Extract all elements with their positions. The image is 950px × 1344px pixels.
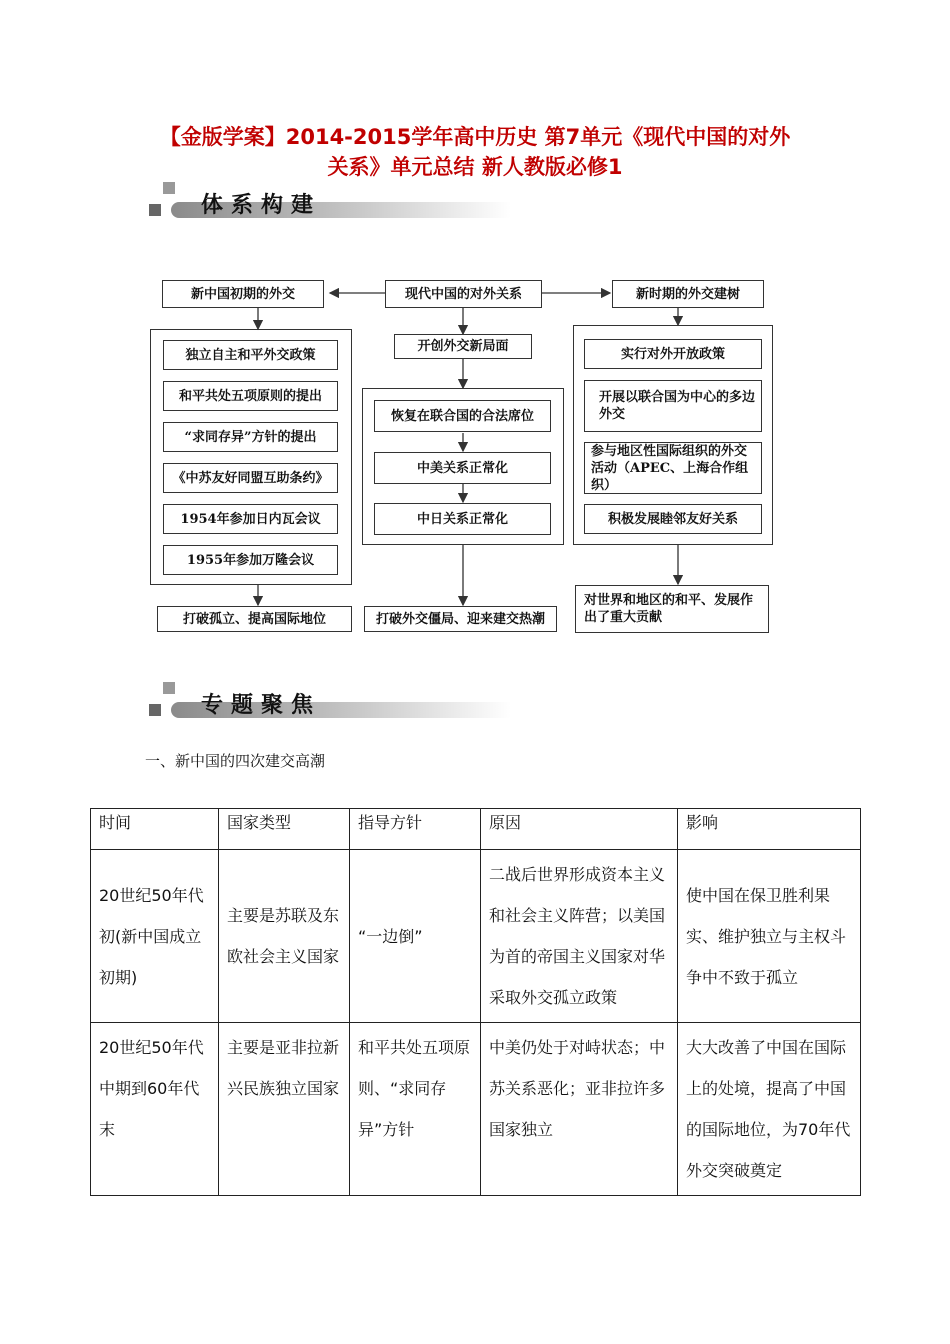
left-item: 《中苏友好同盟互助条约》 bbox=[163, 463, 338, 493]
table-cell: 和平共处五项原则、“求同存异”方针 bbox=[350, 1023, 481, 1196]
data-table bbox=[90, 808, 861, 1196]
right-result-box: 对世界和地区的和平、发展作出了重大贡献 bbox=[575, 585, 769, 633]
left-item: 独立自主和平外交政策 bbox=[163, 340, 338, 370]
table-row bbox=[91, 1023, 861, 1196]
subheading: 一、新中国的四次建交高潮 bbox=[145, 752, 326, 770]
table-header-cell: 时间 bbox=[91, 809, 219, 850]
left-item: “求同存异”方针的提出 bbox=[163, 422, 338, 452]
title-line-2: 关系》单元总结 新人教版必修1 bbox=[327, 155, 623, 179]
title-line-1: 【金版学案】2014-2015学年高中历史 第7单元《现代中国的对外 bbox=[159, 125, 791, 149]
right-item: 实行对外开放政策 bbox=[584, 339, 762, 369]
left-item: 1955年参加万隆会议 bbox=[163, 545, 338, 575]
right-item: 参与地区性国际组织的外交活动（APEC、上海合作组织） bbox=[584, 442, 762, 494]
table-header-row bbox=[91, 809, 861, 850]
table-header-cell: 原因 bbox=[481, 809, 678, 850]
right-item: 开展以联合国为中心的多边外交 bbox=[584, 380, 762, 432]
section-header-focus bbox=[145, 682, 525, 722]
section-title: 体系构建 bbox=[201, 192, 322, 218]
table-row bbox=[91, 850, 861, 1023]
table-cell: 主要是苏联及东欧社会主义国家 bbox=[219, 850, 350, 1023]
table-cell: 20世纪50年代初(新中国成立初期) bbox=[91, 850, 219, 1023]
table-cell: 二战后世界形成资本主义和社会主义阵营；以美国为首的帝国主义国家对华采取外交孤立政策 bbox=[481, 850, 678, 1023]
center-item: 中美关系正常化 bbox=[374, 452, 551, 484]
table-cell: 使中国在保卫胜利果实、维护独立与主权斗争中不致于孤立 bbox=[678, 850, 861, 1023]
table-cell: “一边倒” bbox=[350, 850, 481, 1023]
table-cell: 20世纪50年代中期到60年代末 bbox=[91, 1023, 219, 1196]
center-item: 中日关系正常化 bbox=[374, 503, 551, 535]
left-top-box: 新中国初期的外交 bbox=[162, 280, 324, 308]
header-square-icon bbox=[163, 682, 175, 694]
table-cell: 中美仍处于对峙状态；中苏关系恶化；亚非拉许多国家独立 bbox=[481, 1023, 678, 1196]
center-result-box: 打破外交僵局、迎来建交热潮 bbox=[364, 606, 557, 632]
table-header-cell: 国家类型 bbox=[219, 809, 350, 850]
table-cell: 主要是亚非拉新兴民族独立国家 bbox=[219, 1023, 350, 1196]
table-header-cell: 影响 bbox=[678, 809, 861, 850]
left-item: 1954年参加日内瓦会议 bbox=[163, 504, 338, 534]
right-item: 积极发展睦邻友好关系 bbox=[584, 504, 762, 534]
table-cell: 大大改善了中国在国际上的处境，提高了中国的国际地位，为70年代外交突破奠定 bbox=[678, 1023, 861, 1196]
section-title: 专题聚焦 bbox=[201, 692, 322, 718]
header-square-icon bbox=[149, 704, 161, 716]
left-result-box: 打破孤立、提高国际地位 bbox=[157, 606, 352, 632]
table-header-cell: 指导方针 bbox=[350, 809, 481, 850]
center-item: 恢复在联合国的合法席位 bbox=[374, 400, 551, 432]
left-item: 和平共处五项原则的提出 bbox=[163, 381, 338, 411]
center-top-box: 现代中国的对外关系 bbox=[385, 280, 542, 308]
center-sub-box: 开创外交新局面 bbox=[394, 334, 532, 359]
right-top-box: 新时期的外交建树 bbox=[612, 280, 764, 308]
